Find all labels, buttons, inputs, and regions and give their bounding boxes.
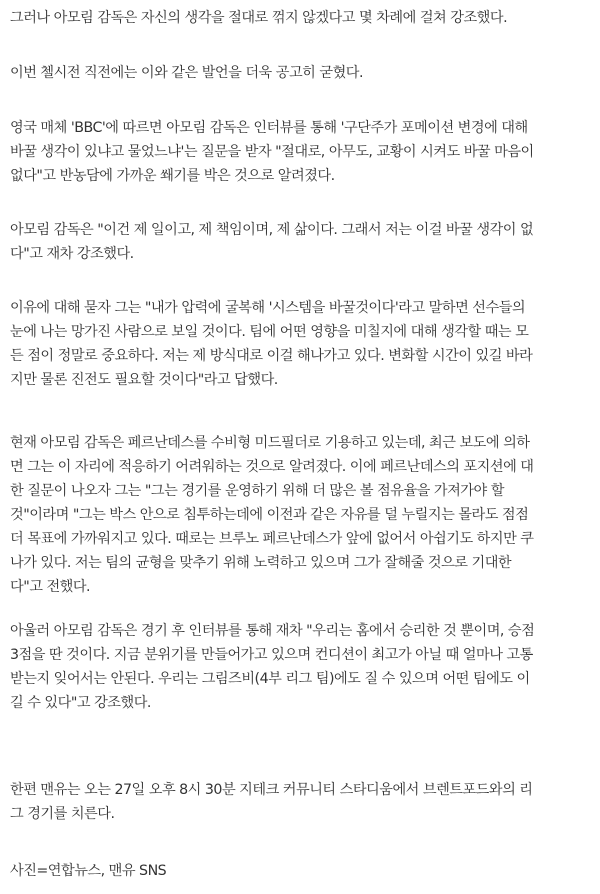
article-paragraph: 이유에 대해 묻자 그는 "내가 압력에 굴복해 '시스템을 바꿀것이다'라고 말하면 선수들의 눈에 나는 망가진 사람으로 보일 것이다. 팀에 어떤 영향을 미칠지에 대해 생각할 때는 모 든 점이 정말로 중요하다. 저는 제 방식대로 이걸 해나가고 있다. 변화할 시간이 있길 바라 지만 물론 진전도 필요할 것이다"라고 답했다. [10,300,533,388]
article-paragraph: 영국 매체 'BBC'에 따르면 아모림 감독은 인터뷰를 통해 '구단주가 포메이션 변경에 대해 바꿀 생각이 있냐고 물었느냐'는 질문을 받자 "절대로, 아무도, 교황이 시켜도 바꿀 마음이 없다"고 반농담에 가까운 쐐기를 박은 것으로 알려졌다. [10,120,534,184]
article-paragraph: 한편 맨유는 오는 27일 오후 8시 30분 지테크 커뮤니티 스타디움에서 브렌트포드와의 리 그 경기를 치른다. [10,782,533,822]
article-paragraph: 아모림 감독은 "이건 제 일이고, 제 책임이며, 제 삶이다. 그래서 저는 이걸 바꿀 생각이 없 다"고 재차 강조했다. [10,222,534,262]
article-paragraph: 아울러 아모림 감독은 경기 후 인터뷰를 통해 재차 "우리는 홈에서 승리한 것 뿐이며, 승점 3점을 딴 것이다. 지금 분위기를 만들어가고 있으며 컨디션이 최고가 아닐 때 얼마나 고통 받는지 잊어서는 안된다. 우리는 그림즈비(4부 리그 팀)에도 질 수 있으며 어떤 팀에도 이 길 수 있다"고 강조했다. [10,623,535,711]
article-paragraph: 이번 첼시전 직전에는 이와 같은 발언을 더욱 공고히 굳혔다. [10,65,364,81]
photo-credit: 사진=연합뉴스, 맨유 SNS [10,863,167,879]
article-paragraph: 그러나 아모림 감독은 자신의 생각을 절대로 꺾지 않겠다고 몇 차례에 걸쳐 강조했다. [10,10,508,26]
article-paragraph: 현재 아모림 감독은 페르난데스를 수비형 미드필더로 기용하고 있는데, 최근 보도에 의하 면 그는 이 자리에 적응하기 어려워하는 것으로 알려졌다. 이에 페르난데스의 포지션에 대 한 질문이 나오자 그는 "그는 경기를 운영하기 위해 더 많은 볼 점유율을 가져가야 할 것"이라며 "그는 박스 안으로 침투하는데에 이전과 같은 자유를 덜 누릴지는 몰라도 점점 더 목표에 가까워지고 있다. 때로는 브루노 페르난데스가 앞에 없어서 아쉽기도 하지만 쿠 나가 있다. 저는 팀의 균형을 맞추기 위해 노력하고 있으며 그가 잘해줄 것으로 기대한 다"고 전했다. [10,435,534,595]
